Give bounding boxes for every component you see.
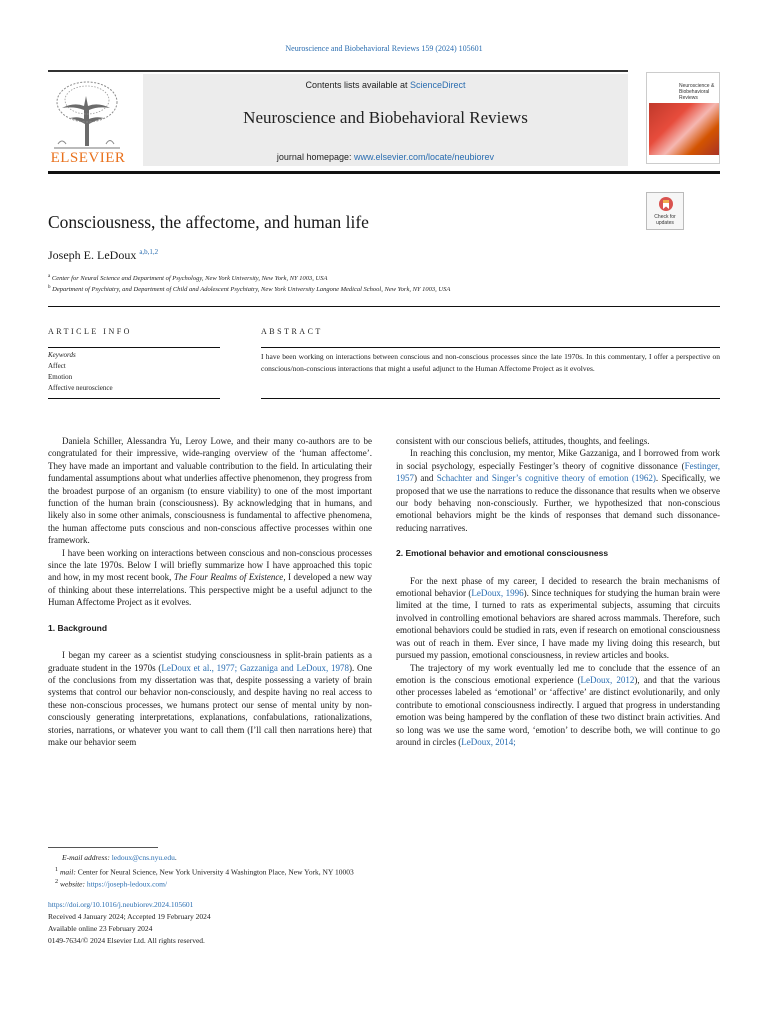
abstract-text: I have been working on interactions between conscious and non-conscious processes since the late 1970s. In this commentary, I offer a perspective on conscious/non-conscious interactions that might a useful adjunct to the Human Affectome Project as it evolves. xyxy=(261,352,720,373)
citation-link[interactable]: Schachter and Singer’s cognitive theory of emotion (1962) xyxy=(436,473,656,484)
journal-title[interactable]: Neuroscience and Biobehavioral Reviews xyxy=(243,108,528,127)
received-dates: Received 4 January 2024; Accepted 19 February 2024 xyxy=(48,912,211,921)
email-link[interactable]: ledoux@cns.nyu.edu xyxy=(111,853,175,862)
paragraph-text: . Specifically, we proposed that we use the narrations to reduce the dissonance that results when we observe our body behaving non-consciously. Further, we hypothesized that non-conscious emotional behaviors might be the kinds of responses that demand such dissonance-reducing narratives. xyxy=(396,473,720,533)
keywords-heading: Keywords xyxy=(48,351,76,359)
paragraph xyxy=(48,547,372,609)
affiliation-a xyxy=(48,274,327,282)
crossmark-icon xyxy=(658,196,674,214)
doi-link[interactable] xyxy=(48,899,193,910)
keyword-item: Affect xyxy=(48,362,66,370)
paragraph-text: The trajectory of my work eventually led me to conclude that the essence of an emotion is the conscious emotional experience ( xyxy=(396,662,720,685)
article-title: Consciousness, the affectome, and human life xyxy=(48,212,369,232)
email-label: E-mail address: xyxy=(62,853,110,862)
citation-link[interactable]: LeDoux et al., 1977; Gazzaniga and LeDoux, 1978 xyxy=(161,662,349,673)
homepage-line xyxy=(143,152,628,162)
homepage-link[interactable]: www.elsevier.com/locate/neubiorev xyxy=(353,152,495,162)
homepage-prefix: journal homepage: xyxy=(276,152,354,162)
body-column-right xyxy=(396,435,720,748)
footnote-2 xyxy=(55,876,167,890)
abstract-label: ABSTRACT xyxy=(261,327,323,336)
keyword-item: Affective neuroscience xyxy=(48,384,113,392)
website-link[interactable]: https://joseph-ledoux.com/ xyxy=(86,879,168,889)
section-heading-emotional-behavior: 2. Emotional behavior and emotional consciousness xyxy=(396,548,609,559)
abstract-bottom-rule xyxy=(261,398,720,399)
masthead-top-rule xyxy=(48,70,628,72)
footnote-email xyxy=(62,852,177,863)
contents-line xyxy=(143,80,628,90)
paragraph-text: In reaching this conclusion, my mentor, Mike Gazzaniga, and I borrowed from work in social psychology, especially Festinger’s theory of cognitive dissonance ( xyxy=(396,448,720,471)
author-name: Joseph E. LeDoux xyxy=(48,248,137,262)
footnote-2-label: website: xyxy=(60,879,85,889)
paragraph-text: For the next phase of my career, I decided to research the brain mechanisms of emotional behavior ( xyxy=(396,575,720,599)
footnote-1-label: mail: xyxy=(60,867,76,877)
footnote-rule xyxy=(48,847,158,848)
journal-cover-thumbnail[interactable] xyxy=(646,72,720,164)
cover-title: Neuroscience & Biobehavioral Reviews xyxy=(679,83,715,101)
article-info-rule xyxy=(48,347,220,348)
paragraph-text: ). Since techniques for studying the human brain were limited at the time, I turned to rats as experimental subjects, assuming that circuits involved in controlling emotional behaviors are shared across mammals. Therefore, such emotional behaviors could be studied in rats, even if research on emotional consciousness was out of reach in them. Ever since, I have made my living doing this research, but pursued my passion, emotional consciousness, in review articles and books. xyxy=(396,588,720,661)
author-affiliation-marks[interactable]: a,b,1,2 xyxy=(139,248,159,256)
available-online: Available online 23 February 2024 xyxy=(48,924,153,933)
paragraph xyxy=(396,447,720,534)
affiliation-b xyxy=(48,285,450,293)
paragraph-text: ). One of the conclusions from my dissertation was that, despite possessing a variety of brain systems that control our behavior non-consciously, and despite having no real access to these non-conscious processes, we humans protect our sense of mental unity by non-consciously generating interpretations, explanations, confabulations, rationalizations, stories, narrations, or whatever you want to call them (I’ll call then narrations here) that make our behavior seem xyxy=(48,662,372,747)
paragraph-text: I began my career as a scientist studying consciousness in split-brain patients as a graduate student in the 1970s ( xyxy=(48,650,372,673)
paragraph-text: ), and that the various other processes labeled as ‘emotional’ or ‘affective’ are distinct evolutionarily, and only contribute to emotional consciousness indirectly. I argued that progress in understanding emotion was being hampered by the conflation of these two distinct brain activities. And so long was we use the same word, ‘emotion’ to describe both, we will continue to go around in circles ( xyxy=(396,674,720,747)
citation-link[interactable]: Festinger, 1957 xyxy=(396,460,720,484)
doi-text[interactable]: https://doi.org/10.1016/j.neubiorev.2024.105601 xyxy=(48,900,194,909)
paragraph xyxy=(396,662,720,749)
running-head[interactable]: Neuroscience and Biobehavioral Reviews 159 (2024) 105601 xyxy=(285,44,483,53)
author-line xyxy=(48,248,158,263)
footnote-1-mark: 1 xyxy=(55,866,59,873)
keywords-bottom-rule xyxy=(48,398,220,399)
book-title: The Four Realms of Existence xyxy=(173,572,284,583)
section-heading-background: 1. Background xyxy=(48,622,108,633)
affiliation-b-text: Department of Psychiatry, and Department of Child and Adolescent Psychiatry, New York University Langone Medical School, New York, NY 1003, USA xyxy=(52,286,451,294)
footnote-2-mark: 2 xyxy=(55,878,59,885)
cover-header xyxy=(647,73,720,83)
paragraph: consistent with our conscious beliefs, attitudes, thoughts, and feelings. xyxy=(396,436,650,446)
copyright-line: 0149-7634/© 2024 Elsevier Ltd. All rights reserved. xyxy=(48,936,205,945)
body-column-left xyxy=(48,435,372,748)
contents-prefix: Contents lists available at xyxy=(305,80,411,90)
footnote-period: . xyxy=(174,853,177,862)
sciencedirect-link[interactable]: ScienceDirect xyxy=(410,80,466,90)
keyword-item: Emotion xyxy=(48,373,73,381)
citation-link[interactable]: LeDoux, 2012 xyxy=(580,674,635,685)
abstract-rule xyxy=(261,347,720,348)
check-for-updates-button[interactable] xyxy=(646,192,684,230)
cover-artwork xyxy=(649,103,719,155)
paragraph-text: , I developed a new way of thinking about these interrelations. This perspective might be a useful adjunct to the Human Affectome Project as it evolves. xyxy=(48,572,372,608)
citation-link[interactable]: LeDoux, 1996 xyxy=(471,588,524,599)
paragraph: Daniela Schiller, Alessandra Yu, Leroy Lowe, and their many co-authors are to be congratulated for their impressive, wide-ranging overview of the ‘human affectome’. They have made an important and valuable contribution to the field. In articulating their fundamental assumptions about what underlies affective phenomenon, they progress from the broadest purpose of an organism (to ensure viability) to one of the most important function of the human brain (consciousness). By acknowledging that in humans, and likely also in some other animals, consciousness is fundamental to affective phenomena, the human affectome puts conscious and non-conscious affective processes within one framework. xyxy=(48,436,372,546)
title-block-rule xyxy=(48,306,720,307)
check-for-updates-label: Check for updates xyxy=(654,214,676,226)
masthead-bottom-rule xyxy=(48,171,720,174)
paragraph-text: ) and xyxy=(414,473,437,484)
paragraph xyxy=(48,649,372,748)
affiliation-b-mark: b xyxy=(48,285,51,290)
paragraph xyxy=(396,575,720,662)
elsevier-wordmark[interactable]: ELSEVIER xyxy=(50,150,126,166)
citation-link[interactable]: LeDoux, 2014; xyxy=(461,736,516,747)
paragraph-text: I have been working on interactions between conscious and non-conscious processes since the late 1970s. Below I will briefly summarize how I have approached this topic and how, in my most recent book, xyxy=(48,547,372,583)
affiliation-a-text: Center for Neural Science and Department of Psychology, New York University, New York, NY 1003, USA xyxy=(51,275,328,283)
article-info-label: ARTICLE INFO xyxy=(48,327,132,336)
footnote-1-text: Center for Neural Science, New York University 4 Washington Place, New York, NY 10003 xyxy=(77,867,354,877)
affiliation-a-mark: a xyxy=(48,274,51,279)
